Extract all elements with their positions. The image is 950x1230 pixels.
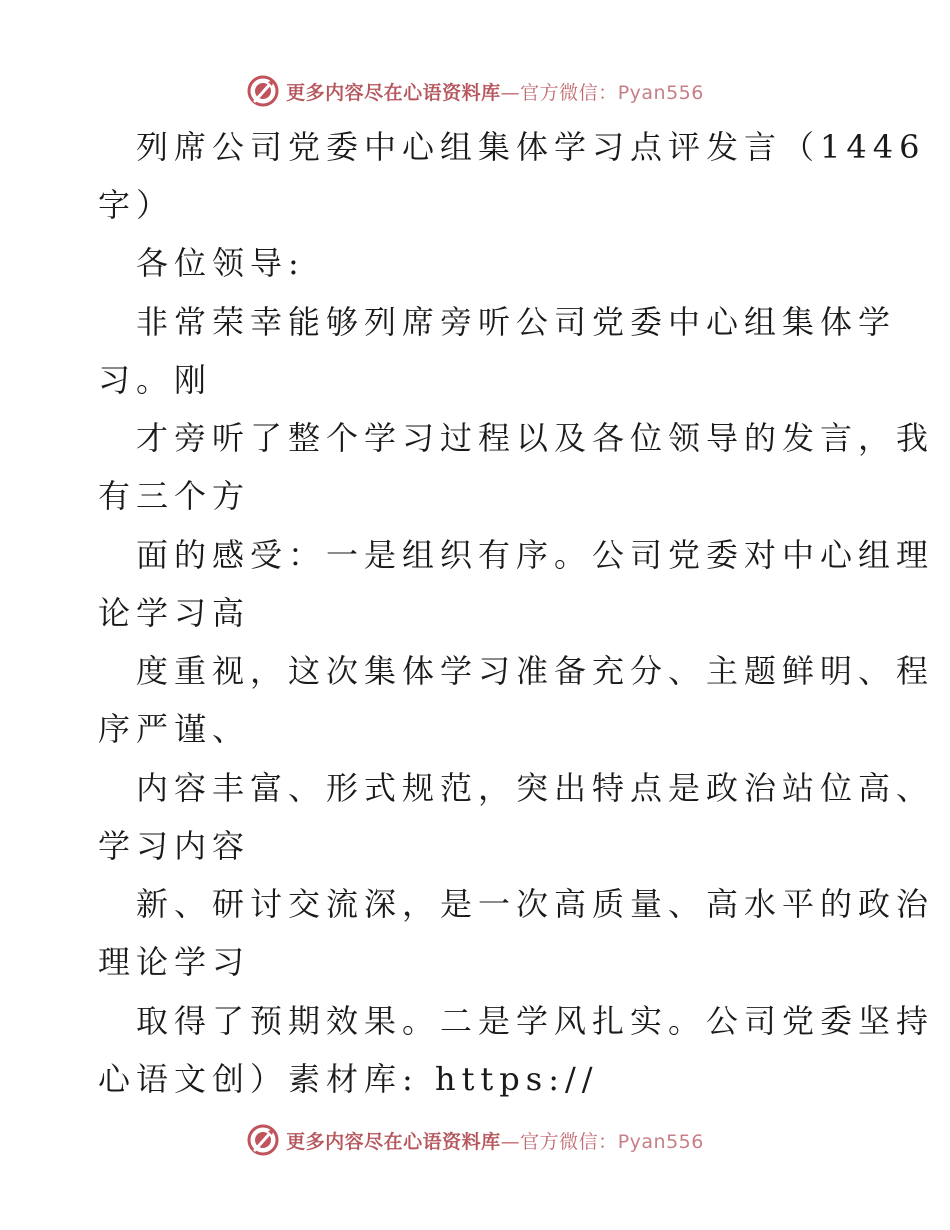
watermark-official-label: 官方微信： bbox=[520, 81, 618, 104]
brand-logo-icon bbox=[246, 74, 280, 108]
paragraph-line: 取得了预期效果。二是学风扎实。公司党委坚持 bbox=[136, 1002, 935, 1040]
paragraph-line: 内容丰富、形式规范，突出特点是政治站位高、 bbox=[136, 769, 935, 807]
paragraph-line: 序严谨、 bbox=[98, 710, 251, 748]
paragraph-line: 学习内容 bbox=[98, 827, 251, 865]
watermark-site-text: 更多内容尽在心语资料库 bbox=[286, 1130, 501, 1153]
paragraph-line: 论学习高 bbox=[98, 594, 251, 632]
paragraph-line: 度重视，这次集体学习准备充分、主题鲜明、程 bbox=[136, 652, 935, 690]
paragraph-line: 理论学习 bbox=[98, 943, 251, 981]
watermark-text bbox=[286, 78, 704, 105]
paragraph-line: 非常荣幸能够列席旁听公司党委中心组集体学 bbox=[136, 303, 897, 341]
title-line-1: 列席公司党委中心组集体学习点评发言（1446 bbox=[136, 128, 926, 166]
watermark-dash: — bbox=[500, 1130, 521, 1153]
watermark-handle: Pyan556 bbox=[617, 81, 704, 104]
watermark-text bbox=[286, 1127, 704, 1154]
title-line-2: 字） bbox=[98, 186, 175, 224]
paragraph-line: 习。刚 bbox=[98, 361, 213, 399]
paragraph-line: 有三个方 bbox=[98, 477, 251, 515]
footer-watermark bbox=[0, 1120, 950, 1160]
paragraph-line: 新、研讨交流深，是一次高质量、高水平的政治 bbox=[136, 885, 935, 923]
watermark-dash: — bbox=[500, 81, 521, 104]
watermark-handle: Pyan556 bbox=[617, 1130, 704, 1153]
salutation: 各位领导: bbox=[136, 244, 305, 282]
watermark-site-text: 更多内容尽在心语资料库 bbox=[286, 81, 501, 104]
paragraph-line: 才旁听了整个学习过程以及各位领导的发言，我 bbox=[136, 419, 935, 457]
paragraph-line: 面的感受：一是组织有序。公司党委对中心组理 bbox=[136, 536, 935, 574]
brand-logo-icon bbox=[246, 1123, 280, 1157]
paragraph-line: 心语文创）素材库: https:// bbox=[98, 1060, 599, 1098]
watermark-official-label: 官方微信： bbox=[520, 1130, 618, 1153]
header-watermark bbox=[0, 71, 950, 111]
